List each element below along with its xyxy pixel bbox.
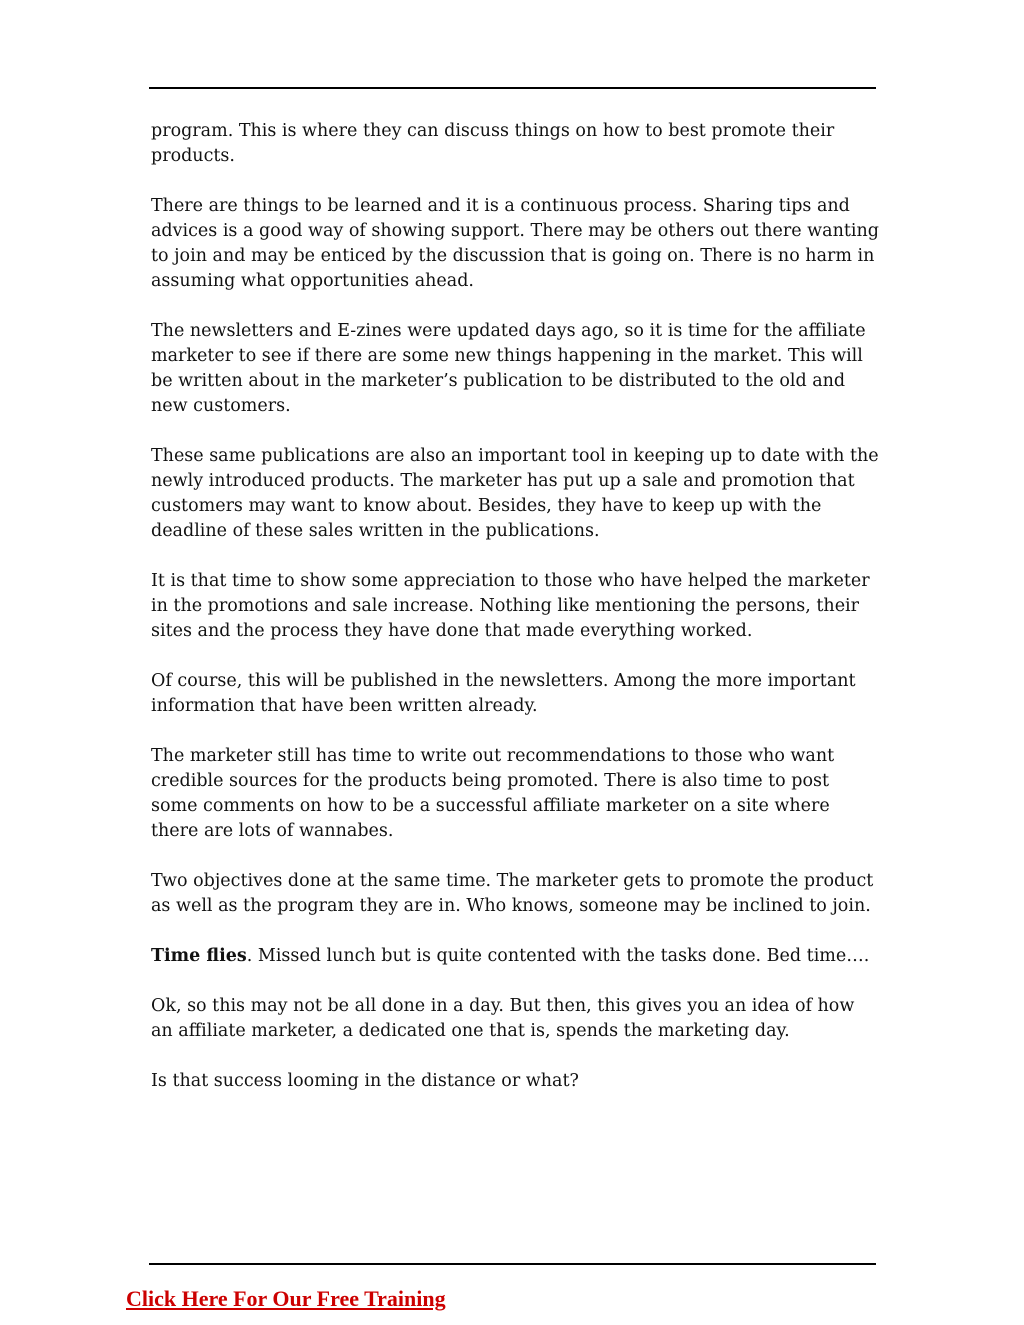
paragraph: These same publications are also an important tool in keeping up to date with the newly introduced products. The marketer has put up a sale and promotion that customers may want to know about. Besides, they have to keep up with the deadline of these sales written in the publications. xyxy=(151,446,879,541)
paragraph: There are things to be learned and it is a continuous process. Sharing tips and advices is a good way of showing support. There may be others out there wanting to join and may be enticed by the discussion that is going on. There is no harm in assuming what opportunities ahead. xyxy=(151,196,879,291)
paragraph: Is that success looming in the distance or what? xyxy=(151,1071,579,1091)
time-flies-paragraph xyxy=(151,944,879,969)
paragraph: Ok, so this may not be all done in a day. But then, this gives you an idea of how an affiliate marketer, a dedicated one that is, spends the marketing day. xyxy=(151,996,855,1041)
paragraph: The newsletters and E-zines were updated days ago, so it is time for the affiliate marketer to see if there are some new things happening in the market. This will be written about in the marketer’s publication to be distributed to the old and new customers. xyxy=(151,321,866,416)
header-divider xyxy=(149,87,876,89)
paragraph: program. This is where they can discuss things on how to best promote their products. xyxy=(151,121,835,166)
paragraph: The marketer still has time to write out recommendations to those who want credible sources for the products being promoted. There is also time to post some comments on how to be a successful affiliate marketer on a site where there are lots of wannabes. xyxy=(151,746,835,841)
paragraph: Two objectives done at the same time. The marketer gets to promote the product as well as the program they are in. Who knows, someone may be inclined to join. xyxy=(151,871,874,916)
time-flies-bold: Time flies xyxy=(151,946,247,966)
paragraph: It is that time to show some appreciation to those who have helped the marketer in the promotions and sale increase. Nothing like mentioning the persons, their sites and the process they have done that made everything worked. xyxy=(151,571,870,641)
time-flies-rest: . Missed lunch but is quite contented with the tasks done. Bed time…. xyxy=(246,946,870,966)
document-body xyxy=(151,119,879,1119)
footer-divider xyxy=(149,1263,876,1265)
free-training-link[interactable]: Click Here For Our Free Training xyxy=(126,1286,446,1311)
paragraph: Of course, this will be published in the newsletters. Among the more important information that have been written already. xyxy=(151,671,856,716)
